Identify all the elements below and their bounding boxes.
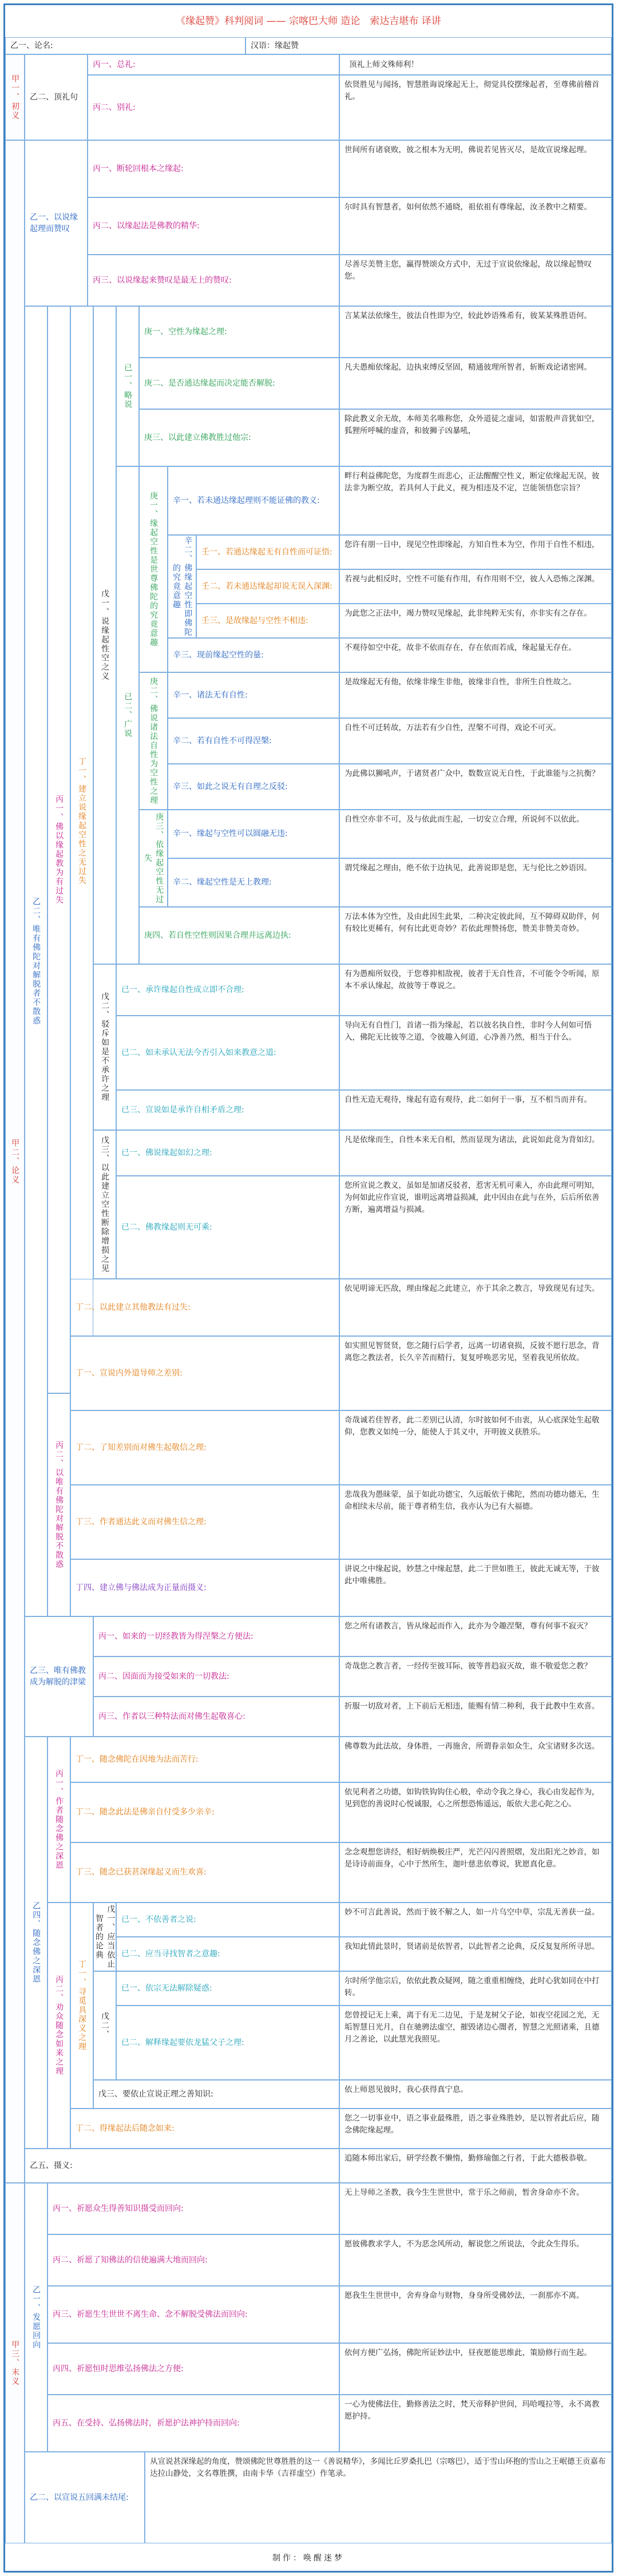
ji-a-text: 已一、承许缘起自性成立即不合理: xyxy=(121,985,244,994)
dh2-body-text: 依见利者之功德，如钩铁钩钩住心般，牵动令我之身心，我心由发起作为，见到您的善说时心悦诚服，心之所想恐怖遥远，皈依大悲心陀之心。 xyxy=(344,1788,600,1809)
ji-c-body-text: 自性无造无观待，缘起有造有观待，此二如何于一事，互不相当而并有。 xyxy=(344,1095,592,1104)
dh1-body-text: 佛尊数为此法故，身体胜，一再施舍，所谓眷亲如众生，众宝诸财多次送。 xyxy=(344,1742,600,1751)
ji-b-label xyxy=(116,1016,339,1090)
xinb3-text: 辛三、如此之说无有自理之反驳: xyxy=(173,782,288,791)
wu2-label: 戊二、驳斥如是不承许之理 xyxy=(93,964,116,1130)
bx2-body xyxy=(339,2234,612,2286)
ding-c-body-text: 悲哉我为愚昧蒙，虽于如此功德宝，久远皈依于佛陀，然而功德功德无，生命相续未尽前，能于尊者稍生信，我亦认为已有大福德。 xyxy=(344,1490,600,1511)
bx3-body xyxy=(339,2286,612,2343)
ding-a-label xyxy=(70,1336,339,1410)
bx5-text: 丙五、在受持、弘扬佛法时，祈愿护法神护持而回向: xyxy=(53,2418,240,2428)
ji-d-body-text: 凡是依缘而生，自性本来无自相，然而显现为诸法，此说如此竟为背如幻。 xyxy=(344,1135,600,1144)
ji-i-text: 已二、解释缘起要依龙猛父子之理: xyxy=(121,2038,244,2047)
geng4-text: 庚四、若自性空性则因果合理并远离边执: xyxy=(144,930,291,940)
dh1-body xyxy=(339,1737,612,1782)
wu-e2-label: 戊二、 xyxy=(93,1971,116,2080)
jia2-label: 甲二、论义 xyxy=(5,140,25,2183)
jia1-label: 甲一、初义 xyxy=(5,54,25,140)
xinb3-body-text: 为此佛以狮吼声，于诸贤者广众中，数数宣说无自性，于此谁能与之抗衡？ xyxy=(344,769,600,778)
ji-a-label xyxy=(116,964,339,1016)
ding-c-label xyxy=(70,1485,339,1559)
b1-body-text: 世间所有诸衰败，彼之根本为无明，佛说若见皆灭尽，是故宣说缘起理。 xyxy=(344,145,592,154)
row-lunming xyxy=(5,37,245,54)
ding-d-label xyxy=(70,1559,339,1616)
ji-b-text: 已二、如未承认无法今否引入如来教意之道: xyxy=(121,1048,276,1057)
xinc1-body xyxy=(339,810,612,858)
ren3-text: 壬三、是故缘起与空性不相违: xyxy=(201,616,308,625)
ren3-body-text: 为此您之正法中，竭力赞叹见缘起，此非纯粹无实有，亦非实有之存在。 xyxy=(344,609,592,618)
ji-f-body-text: 妙不可言此善说，然而于彼不解之人，如一片乌空中草，宗乱无善获一益。 xyxy=(344,1908,600,1917)
xin3-label xyxy=(168,638,339,672)
b2-body xyxy=(339,197,612,255)
bing-g-text: 丙三、作者以三种特法而对佛生起敬喜心: xyxy=(98,1711,245,1721)
ding-f-text: 丁二、得缘起法后随念如来: xyxy=(76,2123,175,2133)
dh3-label xyxy=(70,1842,339,1903)
yi1-label xyxy=(25,140,88,306)
ren2-body xyxy=(339,569,612,604)
yi3-text: 乙三、唯有佛教成为解脱的津梁 xyxy=(30,1666,86,1687)
wu-e1-label: 戊一、应当依止智者的论典 xyxy=(93,1903,116,1971)
ding-c-text: 丁三、作者通达此义而对佛生信之理: xyxy=(76,1517,207,1527)
bx5-label xyxy=(47,2395,339,2452)
bing-f-text: 丙二、因面而为接受如来的一切教法: xyxy=(98,1671,229,1681)
xinc2-text: 辛二、缘起空性是无上教理: xyxy=(173,878,272,887)
ren2-text: 壬二、若未通达缘起却说无误入深渊: xyxy=(201,581,332,591)
yi5-label xyxy=(25,2149,339,2183)
geng3-body xyxy=(339,409,612,466)
xinb2-body-text: 自性不可迁转故，万法若有少自性，涅槃不可得，戏论不可灭。 xyxy=(344,723,561,732)
ding1-label: 丁一、建立说缘起空性之无过失 xyxy=(70,306,93,1336)
geng3-label xyxy=(139,409,339,466)
xin1-text: 辛一、若未通达缘起理则不能证佛的教义: xyxy=(173,496,320,505)
ji2-label: 已二、广说 xyxy=(116,466,139,964)
xin2-label: 辛二、佛缘起空性即佛陀的究竟意趣 xyxy=(168,535,196,638)
bing1-text: 丙一、总礼: xyxy=(93,60,136,69)
ren3-label xyxy=(196,604,339,638)
b1-text: 丙一、断轮回根本之缘起: xyxy=(93,164,184,173)
bing2-label xyxy=(88,75,339,140)
ding2-label xyxy=(70,1279,339,1336)
xinb2-text: 辛二、若有自性不可得涅槃: xyxy=(173,736,272,746)
yi2-text: 乙二、顶礼句 xyxy=(30,92,78,102)
xinb3-label xyxy=(168,764,339,810)
xinb1-label xyxy=(168,672,339,718)
xinb3-body xyxy=(339,764,612,810)
ding2-body xyxy=(339,1279,612,1336)
yi3-label xyxy=(25,1616,93,1737)
bing-g-body-text: 折服一切敌对者，上下前后无相违，能赐有情二种利，我于此教中生欢喜。 xyxy=(344,1702,600,1711)
b2-text: 丙二、以缘起法是佛教的精华: xyxy=(93,221,200,231)
ji-e-text: 已二、佛教缘起则无可乘: xyxy=(121,1222,212,1232)
bx3-label xyxy=(47,2286,339,2343)
bing-g-body xyxy=(339,1697,612,1737)
ren1-body xyxy=(339,535,612,569)
bing-i-label: 丙二、劝众随念如来之理 xyxy=(47,1903,70,2149)
xinc2-body xyxy=(339,858,612,907)
lunming-value: 汉语：缘起赞 xyxy=(251,41,299,50)
bing2-body xyxy=(339,75,612,140)
ding-f-label xyxy=(70,2109,339,2149)
b3-body-text: 尽善尽美赞主您，赢得赞颂众方式中，无过于宣说依缘起，故以缘起赞叹您。 xyxy=(344,260,592,281)
xin3-text: 辛三、现前缘起空性的量: xyxy=(173,650,264,660)
bx1-body xyxy=(339,2183,612,2234)
b2-body-text: 尔时具有智慧者，如何依然不通晓，祖依祖有尊缘起，汝圣教中之精要。 xyxy=(344,203,592,212)
ji-f-text: 已一、不依善者之说: xyxy=(121,1915,196,1924)
ding-e-label: 丁一、寻觅具深义之理 xyxy=(70,1903,93,2109)
wu-e3-text: 戊三、要依止宣说正理之善知识: xyxy=(98,2089,213,2099)
ren2-label xyxy=(196,569,339,604)
ji-f-body xyxy=(339,1903,612,1937)
ding2-body-text: 依见明谛无匹敌，理由缘起之此建立，亦于其余之教言，导致现见有过失。 xyxy=(344,1284,600,1293)
geng1-body xyxy=(339,306,612,358)
bx4-text: 丙四、祈愿恒时思维弘扬佛法之方便: xyxy=(53,2364,184,2373)
geng4-label xyxy=(139,907,339,964)
b1-body xyxy=(339,140,612,197)
ji-i-body xyxy=(339,2006,612,2080)
ji1-label: 已一、略说 xyxy=(116,306,139,466)
ding-b-body-text: 奇哉诚若佳智者，此二差别已认清，尔时彼如何不由衷，从心底深处生起敬仰，您教义如纯一分，能使人于其义中，开明彼义获胜乐。 xyxy=(344,1416,600,1437)
bing1-body-text: 顶礼上师文殊师利！ xyxy=(349,60,419,69)
bx5-body-text: 一心为使佛法住，勤修善法之时，梵天帝释护世间，玛哈嘎拉等，永不离教愿护持。 xyxy=(344,2400,600,2421)
bing-h-label: 丙一、作者随念佛之深恩 xyxy=(47,1737,70,1903)
ji-a-body-text: 有为愚痴所奴役，于您尊抑相敌视，彼者于无自性音，不可能令令听闻，原本不承认缘起，故彼等于尊说之。 xyxy=(344,969,600,990)
yi-x-label: 乙一、发愿回向 xyxy=(25,2183,47,2452)
ji-h-label xyxy=(116,1971,339,2006)
dh1-label xyxy=(70,1737,339,1782)
geng3-text: 庚三、以此建立佛教胜过他宗: xyxy=(144,433,251,442)
lunming-label: 乙一、论名: xyxy=(10,41,53,50)
xin3-body xyxy=(339,638,612,672)
ding-a-body xyxy=(339,1336,612,1410)
xinc1-text: 辛一、缘起与空性可以圆融无违: xyxy=(173,829,288,839)
footer-credit: 制作：唤醒迷梦 xyxy=(272,2554,344,2563)
geng2-label xyxy=(139,358,339,409)
b3-body xyxy=(339,255,612,306)
bx1-text: 丙一、祈愿众生得善知识摄受而回向: xyxy=(53,2204,184,2213)
bx4-body xyxy=(339,2343,612,2395)
xinb1-text: 辛一、诸法无有自性: xyxy=(173,690,248,700)
ren1-label xyxy=(196,535,339,569)
bx4-body-text: 依何方便广弘扬，佛陀所证妙法中，昼夜愿能思维此，策励修行而生起。 xyxy=(344,2348,592,2357)
bing1-label xyxy=(88,54,339,75)
geng1-text: 庚一、空性为缘起之理: xyxy=(144,327,227,336)
xin1-body xyxy=(339,466,612,535)
bing1-body xyxy=(339,54,612,75)
bx2-body-text: 愿彼佛教求学人，不为恶念风所动，解说您之所说法，令此众生得乐。 xyxy=(344,2240,584,2249)
ding-c-body xyxy=(339,1485,612,1559)
geng2-body xyxy=(339,358,612,409)
bing-f-body xyxy=(339,1656,612,1697)
yi-y-body-text: 从宣说甚深缘起的角度，赞颂佛陀世尊胜胜的这一《善说精华》，多闻比丘罗桑扎巴（宗喀巴），适于雪山环抱的雪山之王岷德王贡嘉布达拉山静处，文名尊胜撰，由南卡华（吉祥虚空）作笔录。 xyxy=(150,2457,606,2478)
xin1-label xyxy=(168,466,339,535)
ren3-body xyxy=(339,604,612,638)
geng3-body-text: 除此教义余无故，本师美名唯称您，众外道徒之虚词，如雷般声音犹如空，狐狸所呼喊的虚音，和彼狮子凶暴吼， xyxy=(344,414,600,435)
dh1-text: 丁一、随念佛陀在因地为法而苦行: xyxy=(76,1754,199,1764)
xinc2-body-text: 谓凭缘起之理由，绝不依于边执见，此善说即是您，无与伦比之妙语因。 xyxy=(344,863,592,873)
ding-b-label xyxy=(70,1410,339,1485)
b3-label xyxy=(88,255,339,306)
xinc1-body-text: 自性空亦非不可，及与依此而生起，一切安立合理，所说何不以依此。 xyxy=(344,815,584,824)
yi2b-label: 乙二、唯有佛陀对解脱者不散惑 xyxy=(25,306,47,1616)
ren1-body-text: 您许有朋一日中，现见空性即缘起，方知自性本为空，作用于自性不相违， xyxy=(344,540,600,549)
bing1b-label: 丙一、佛以缘起教为有过失 xyxy=(47,306,70,1393)
yi-y-label xyxy=(25,2452,145,2543)
dh3-body xyxy=(339,1842,612,1903)
ji-h-body xyxy=(339,1971,612,2006)
bing2-body-text: 依贤胜见与闻扬，智慧胜诲说缘起无上，彻觉具佼摆缘起者，至尊佛前稽首礼。 xyxy=(344,80,600,101)
bx4-label xyxy=(47,2343,339,2395)
xinb2-body xyxy=(339,718,612,764)
yi4-label: 乙四、随念佛之深恩 xyxy=(25,1737,47,2149)
xinc2-label xyxy=(168,858,339,907)
geng2-text: 庚二、是否通达缘起而决定能否解脱: xyxy=(144,378,275,388)
ji-c-text: 已三、宣说如是承许自相矛盾之理: xyxy=(121,1105,244,1115)
bx1-label xyxy=(47,2183,339,2234)
ding-d-text: 丁四、建立佛与佛法成为正量而摄义: xyxy=(76,1583,207,1592)
document-frame xyxy=(3,3,613,2573)
yi-y-body xyxy=(145,2452,612,2543)
geng2-body-text: 凡夫愚痴依缘起，边执束缚反坚固，精通彼理所智者，斩断戏论诸密网。 xyxy=(344,363,592,372)
ren1-text: 壬一、若通达缘起无有自性而可证悟: xyxy=(201,547,332,557)
ding-b-body xyxy=(339,1410,612,1485)
ji-b-body xyxy=(339,1016,612,1090)
page-title: 《缘起赞》科判阅词 —— 宗喀巴大师 造论 索达吉堪布 译讲 xyxy=(176,15,441,27)
ji-e-label xyxy=(116,1176,339,1279)
ji-e-body-text: 您所宣说之教义，虽如是加诸反驳者，惹害无机可乘入，亦由此理可明知，为何如此应作宣说，谁明远离增益损减，此中因由在此与在外，后后所依善方断，遍离增益与损减。 xyxy=(344,1181,600,1214)
xinb1-body xyxy=(339,672,612,718)
wu-e3-label xyxy=(93,2080,339,2109)
ding2-text: 丁二、以此建立其他教法有过失: xyxy=(76,1302,191,1312)
geng-a-label: 庚一、缘起空性是世尊佛陀的究竟意趣 xyxy=(139,466,168,672)
ding-d-body-text: 讲说之中缘起说，妙慧之中缘起慧，此二于世如胜王，彼此无诚无等，于彼此中唯佛胜。 xyxy=(344,1564,600,1586)
geng-c-label: 庚三、依缘起空性无过失 xyxy=(139,810,168,907)
ding-f-body-text: 您之一切事业中，语之事业最殊胜，语之事业殊胜妙，是以智者此后应，随念佛陀缘起理。 xyxy=(344,2114,600,2135)
ji-f-label xyxy=(116,1903,339,1937)
xinc1-label xyxy=(168,810,339,858)
geng1-label xyxy=(139,306,339,358)
ji-g-label xyxy=(116,1937,339,1971)
wu3-label: 戊三、以此建立空性断除增损之见 xyxy=(93,1130,116,1279)
ji-g-body-text: 我知此情此景时，贤诸前是依智者，以此智者之论典，反反复复所所寻思。 xyxy=(344,1942,600,1951)
geng-b-label: 庚二、佛说诸法自性为空性之理 xyxy=(139,672,168,810)
ji-i-body-text: 您曾授记无上乘，离于有无二边见，于是龙树父子论，如夜空花园之光，无垢智慧日光月，自在驰骋法虚空，摧毁诸边心闇者，智慧之光照诸乘，且德月之善论，以此慧光我照见。 xyxy=(344,2011,600,2044)
bx3-text: 丙三、祈愿生生世世不离生命、念不解脱受佛法而回向: xyxy=(53,2309,248,2319)
yi5-body xyxy=(339,2149,612,2183)
ding-a-text: 丁一、宣说内外道导师之差别: xyxy=(76,1368,183,1378)
wu-e3-body xyxy=(339,2080,612,2109)
geng1-body-text: 言某某法依缘生，彼法自性即为空，较此妙语殊希有，彼某某殊胜语何。 xyxy=(344,311,592,320)
b1-label xyxy=(88,140,339,197)
bx5-body xyxy=(339,2395,612,2452)
yi-y-text: 乙二、以宣说五回满未结尾: xyxy=(30,2492,129,2502)
dh3-text: 丁三、随念已获甚深缘起义而生欢喜: xyxy=(76,1868,207,1877)
ji-e-body xyxy=(339,1176,612,1279)
bing-e-body xyxy=(339,1616,612,1656)
ji-c-body xyxy=(339,1090,612,1130)
yi1-text: 乙一、以说缘起理而赞叹 xyxy=(30,212,78,233)
bing-e-text: 丙一、如来的一切经教皆为得涅槃之方便法: xyxy=(98,1631,253,1641)
yi2-label xyxy=(25,54,88,140)
ji-c-label xyxy=(116,1090,339,1130)
ji-a-body xyxy=(339,964,612,1016)
bx2-text: 丙二、祈愿了知佛法的信使遍满大地而回向: xyxy=(53,2255,208,2265)
xinb1-body-text: 是故缘起无有他，依缘非缘生非他，彼缘非自性，非所生自性故之。 xyxy=(344,677,576,687)
ji-h-body-text: 尔时所学他宗后，依依此教众疑网，随之重重相缠绕，此时心犹如同在中打转。 xyxy=(344,1976,600,1998)
ji-d-text: 已一、佛说缘起如幻之理: xyxy=(121,1148,212,1158)
bing-f-label xyxy=(93,1656,339,1697)
bing-g-label xyxy=(93,1697,339,1737)
bx2-label xyxy=(47,2234,339,2286)
wu-e3-body-text: 依上师恩见彼时，我心获得真宁息。 xyxy=(344,2085,468,2094)
row-lunming-value xyxy=(245,37,612,54)
b2-label xyxy=(88,197,339,255)
bing-f-body-text: 奇哉您之教言者，一经传至彼耳际，彼等普趋寂灭故，谁不敬爱您之教？ xyxy=(344,1662,592,1671)
ji-g-text: 已二、应当寻找智者之意趣: xyxy=(121,1949,220,1959)
xin3-body-text: 不观待如空中花，故非不依而存在，存在依而若成，缘起量无存在。 xyxy=(344,643,576,652)
bing-e-label xyxy=(93,1616,339,1656)
bing2-text: 丙二、别礼: xyxy=(93,102,136,112)
b3-text: 丙三、以说缘起来赞叹是最无上的赞叹: xyxy=(93,275,232,285)
dh2-label xyxy=(70,1782,339,1842)
geng4-body-text: 万法本体为空性，及由此因生此果，二种决定彼此间，互不障碍双助伴，何有较比更稀有，何有比此更奇妙？若依此理赞扬您，赞美非赞美奇妙。 xyxy=(344,912,600,933)
dh3-body-text: 念念观想您讲经，相好炳焕极庄严，光芒闪闪普照熠，发出阳光之妙音，如是诗诗前面身，心中于然所生，迦叶慈悲依尊说，犹愿真化意。 xyxy=(344,1848,600,1869)
ding-f-body xyxy=(339,2109,612,2149)
yi5-text: 乙五、摄义: xyxy=(30,2161,73,2170)
dh2-text: 丁二、随念此法是佛亲自付受多少亲辛: xyxy=(76,1808,215,1817)
dh2-body xyxy=(339,1782,612,1842)
ji-h-text: 已一、依宗无法解除疑惑: xyxy=(121,1983,212,1993)
xin1-body-text: 畔行利益佛陀您，为度群生而悲心，正法醒醒空性义，断定依缘起无误，彼法非为断空故，若具何人于此义，视为相违及不定，岂能领悟您宗旨？ xyxy=(344,471,600,493)
ji-b-body-text: 导向无有自性门，首诸一指为缘起，若以彼名执自性，非时今人何如可悟入，佛陀无比彼等之道，令彼趣入何道，心净善乃然，相当于什么。 xyxy=(344,1021,592,1042)
geng4-body xyxy=(339,907,612,964)
jia3-label: 甲三、末义 xyxy=(5,2183,25,2543)
bx3-body-text: 愿我生生世世中，舍弃身命与财物，身身所受佛妙法，一刹那亦不离。 xyxy=(344,2291,584,2300)
ren2-body-text: 若视与此相反时，空性不可能有作用，有作用则不空，彼人入恐怖之深渊。 xyxy=(344,574,600,584)
yi5-body-text: 追随本师出家后，研学经教不懒惰，勤修瑜伽之行者，于此大德极恭敬。 xyxy=(344,2154,592,2163)
ji-d-body xyxy=(339,1130,612,1176)
wu1-label: 戊一、说缘起性空之义 xyxy=(93,306,116,964)
ding-a-body-text: 如实照见智贤贤，您之随行后学者，远离一切诸衰损，反彼不愿行思念，背离您之教法者，长久辛苦而精行，复复呼唤恶劣见，坚着我见所依故。 xyxy=(344,1341,600,1362)
xinb2-label xyxy=(168,718,339,764)
ding-b-text: 丁二、了知差别而对佛生起敬信之理: xyxy=(76,1442,207,1452)
bx1-body-text: 无上导师之圣教，我今生生世世中，常于乐之师前，暂舍身命亦不舍。 xyxy=(344,2188,584,2197)
ji-i-label xyxy=(116,2006,339,2080)
ji-g-body xyxy=(339,1937,612,1971)
bing2b-label: 丙二、以唯有佛陀对解脱不散惑 xyxy=(47,1393,70,1616)
bing-e-body-text: 您之所有诸教言，皆从缘起而作入，此亦为令趣涅槃，尊有何事不寂灭？ xyxy=(344,1622,592,1631)
ji-d-label xyxy=(116,1130,339,1176)
ding-d-body xyxy=(339,1559,612,1616)
